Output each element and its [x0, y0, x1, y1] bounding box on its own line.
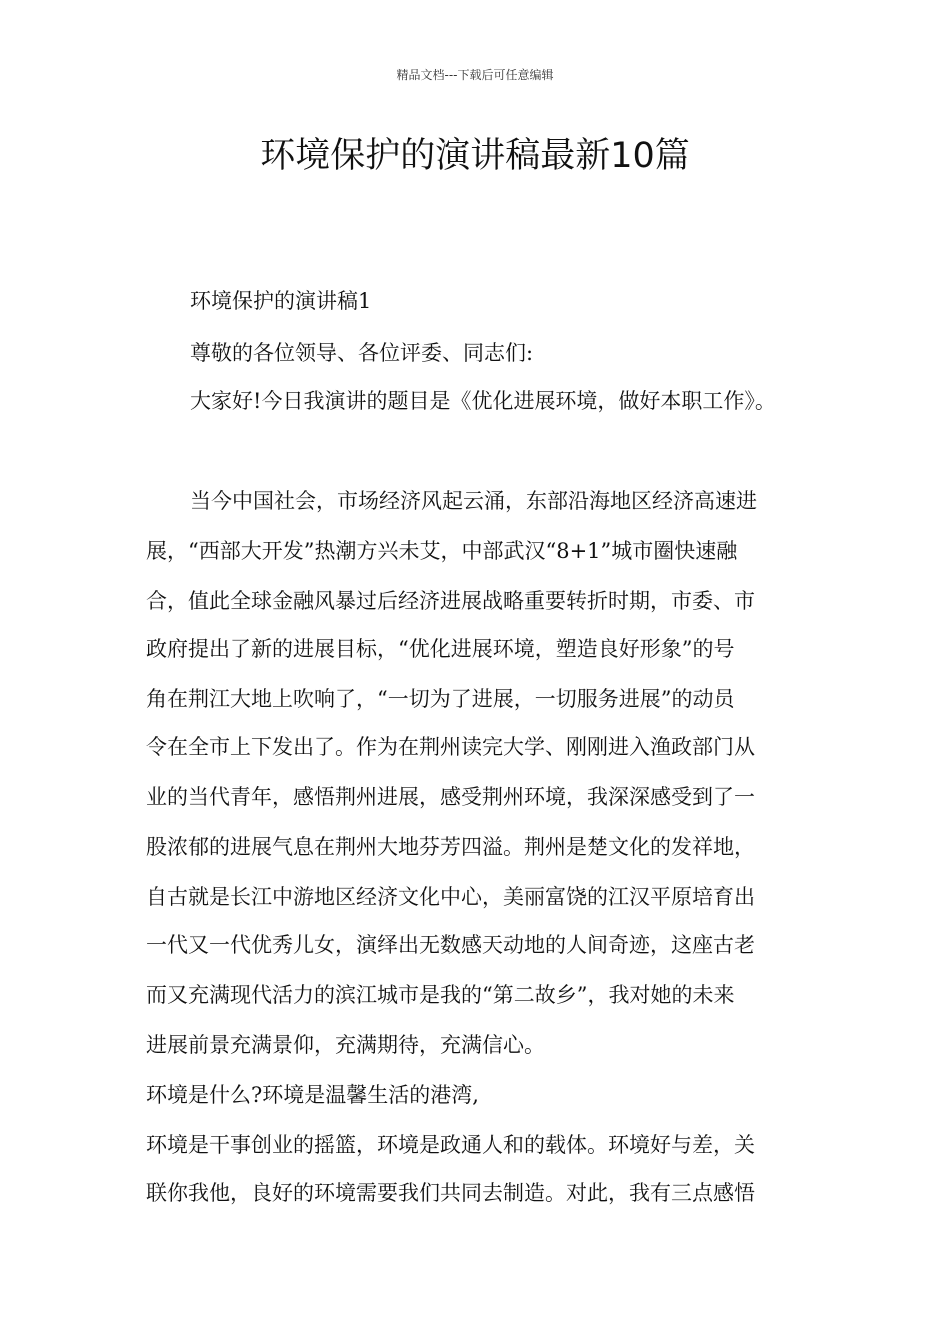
greeting: 大家好!今日我演讲的题目是《优化进展环境，做好本职工作》。 — [190, 389, 776, 413]
paragraph-line: 股浓郁的进展气息在荆州大地芬芳四溢。荆州是楚文化的发祥地， — [146, 835, 755, 859]
paragraph-line: 展，“西部大开发”热潮方兴未艾，中部武汉“8+1”城市圈快速融 — [146, 539, 738, 563]
paragraph-line: 政府提出了新的进展目标，“优化进展环境，塑造良好形象”的号 — [146, 637, 735, 661]
paragraph-line: 合，值此全球金融风暴过后经济进展战略重要转折时期，市委、市 — [146, 589, 755, 613]
paragraph-line: 而又充满现代活力的滨江城市是我的“第二故乡”，我对她的未来 — [146, 983, 735, 1007]
paragraph-line: 角在荆江大地上吹响了，“一切为了进展，一切服务进展”的动员 — [146, 687, 735, 711]
question-line: 环境是什么?环境是温馨生活的港湾, — [146, 1083, 479, 1107]
section-heading: 环境保护的演讲稿1 — [190, 289, 372, 313]
paragraph-line: 当今中国社会，市场经济风起云涌，东部沿海地区经济高速进 — [190, 489, 757, 513]
paragraph-line: 业的当代青年，感悟荆州进展，感受荆州环境，我深深感受到了一 — [146, 785, 755, 809]
header-note: 精品文档---下载后可任意编辑 — [396, 68, 554, 82]
paragraph-line: 自古就是长江中游地区经济文化中心，美丽富饶的江汉平原培育出 — [146, 885, 755, 909]
salutation: 尊敬的各位领导、各位评委、同志们: — [190, 341, 534, 365]
paragraph-line: 一代又一代优秀儿女，演绎出无数感天动地的人间奇迹，这座古老 — [146, 933, 755, 957]
paragraph-line: 进展前景充满景仰，充满期待，充满信心。 — [146, 1033, 545, 1057]
paragraph-line: 联你我他，良好的环境需要我们共同去制造。对此，我有三点感悟 — [146, 1181, 755, 1205]
paragraph-line: 环境是干事创业的摇篮，环境是政通人和的载体。环境好与差，关 — [146, 1133, 755, 1157]
paragraph-line: 令在全市上下发出了。作为在荆州读完大学、刚刚进入渔政部门从 — [146, 735, 755, 759]
document-title: 环境保护的演讲稿最新10篇 — [260, 136, 690, 176]
